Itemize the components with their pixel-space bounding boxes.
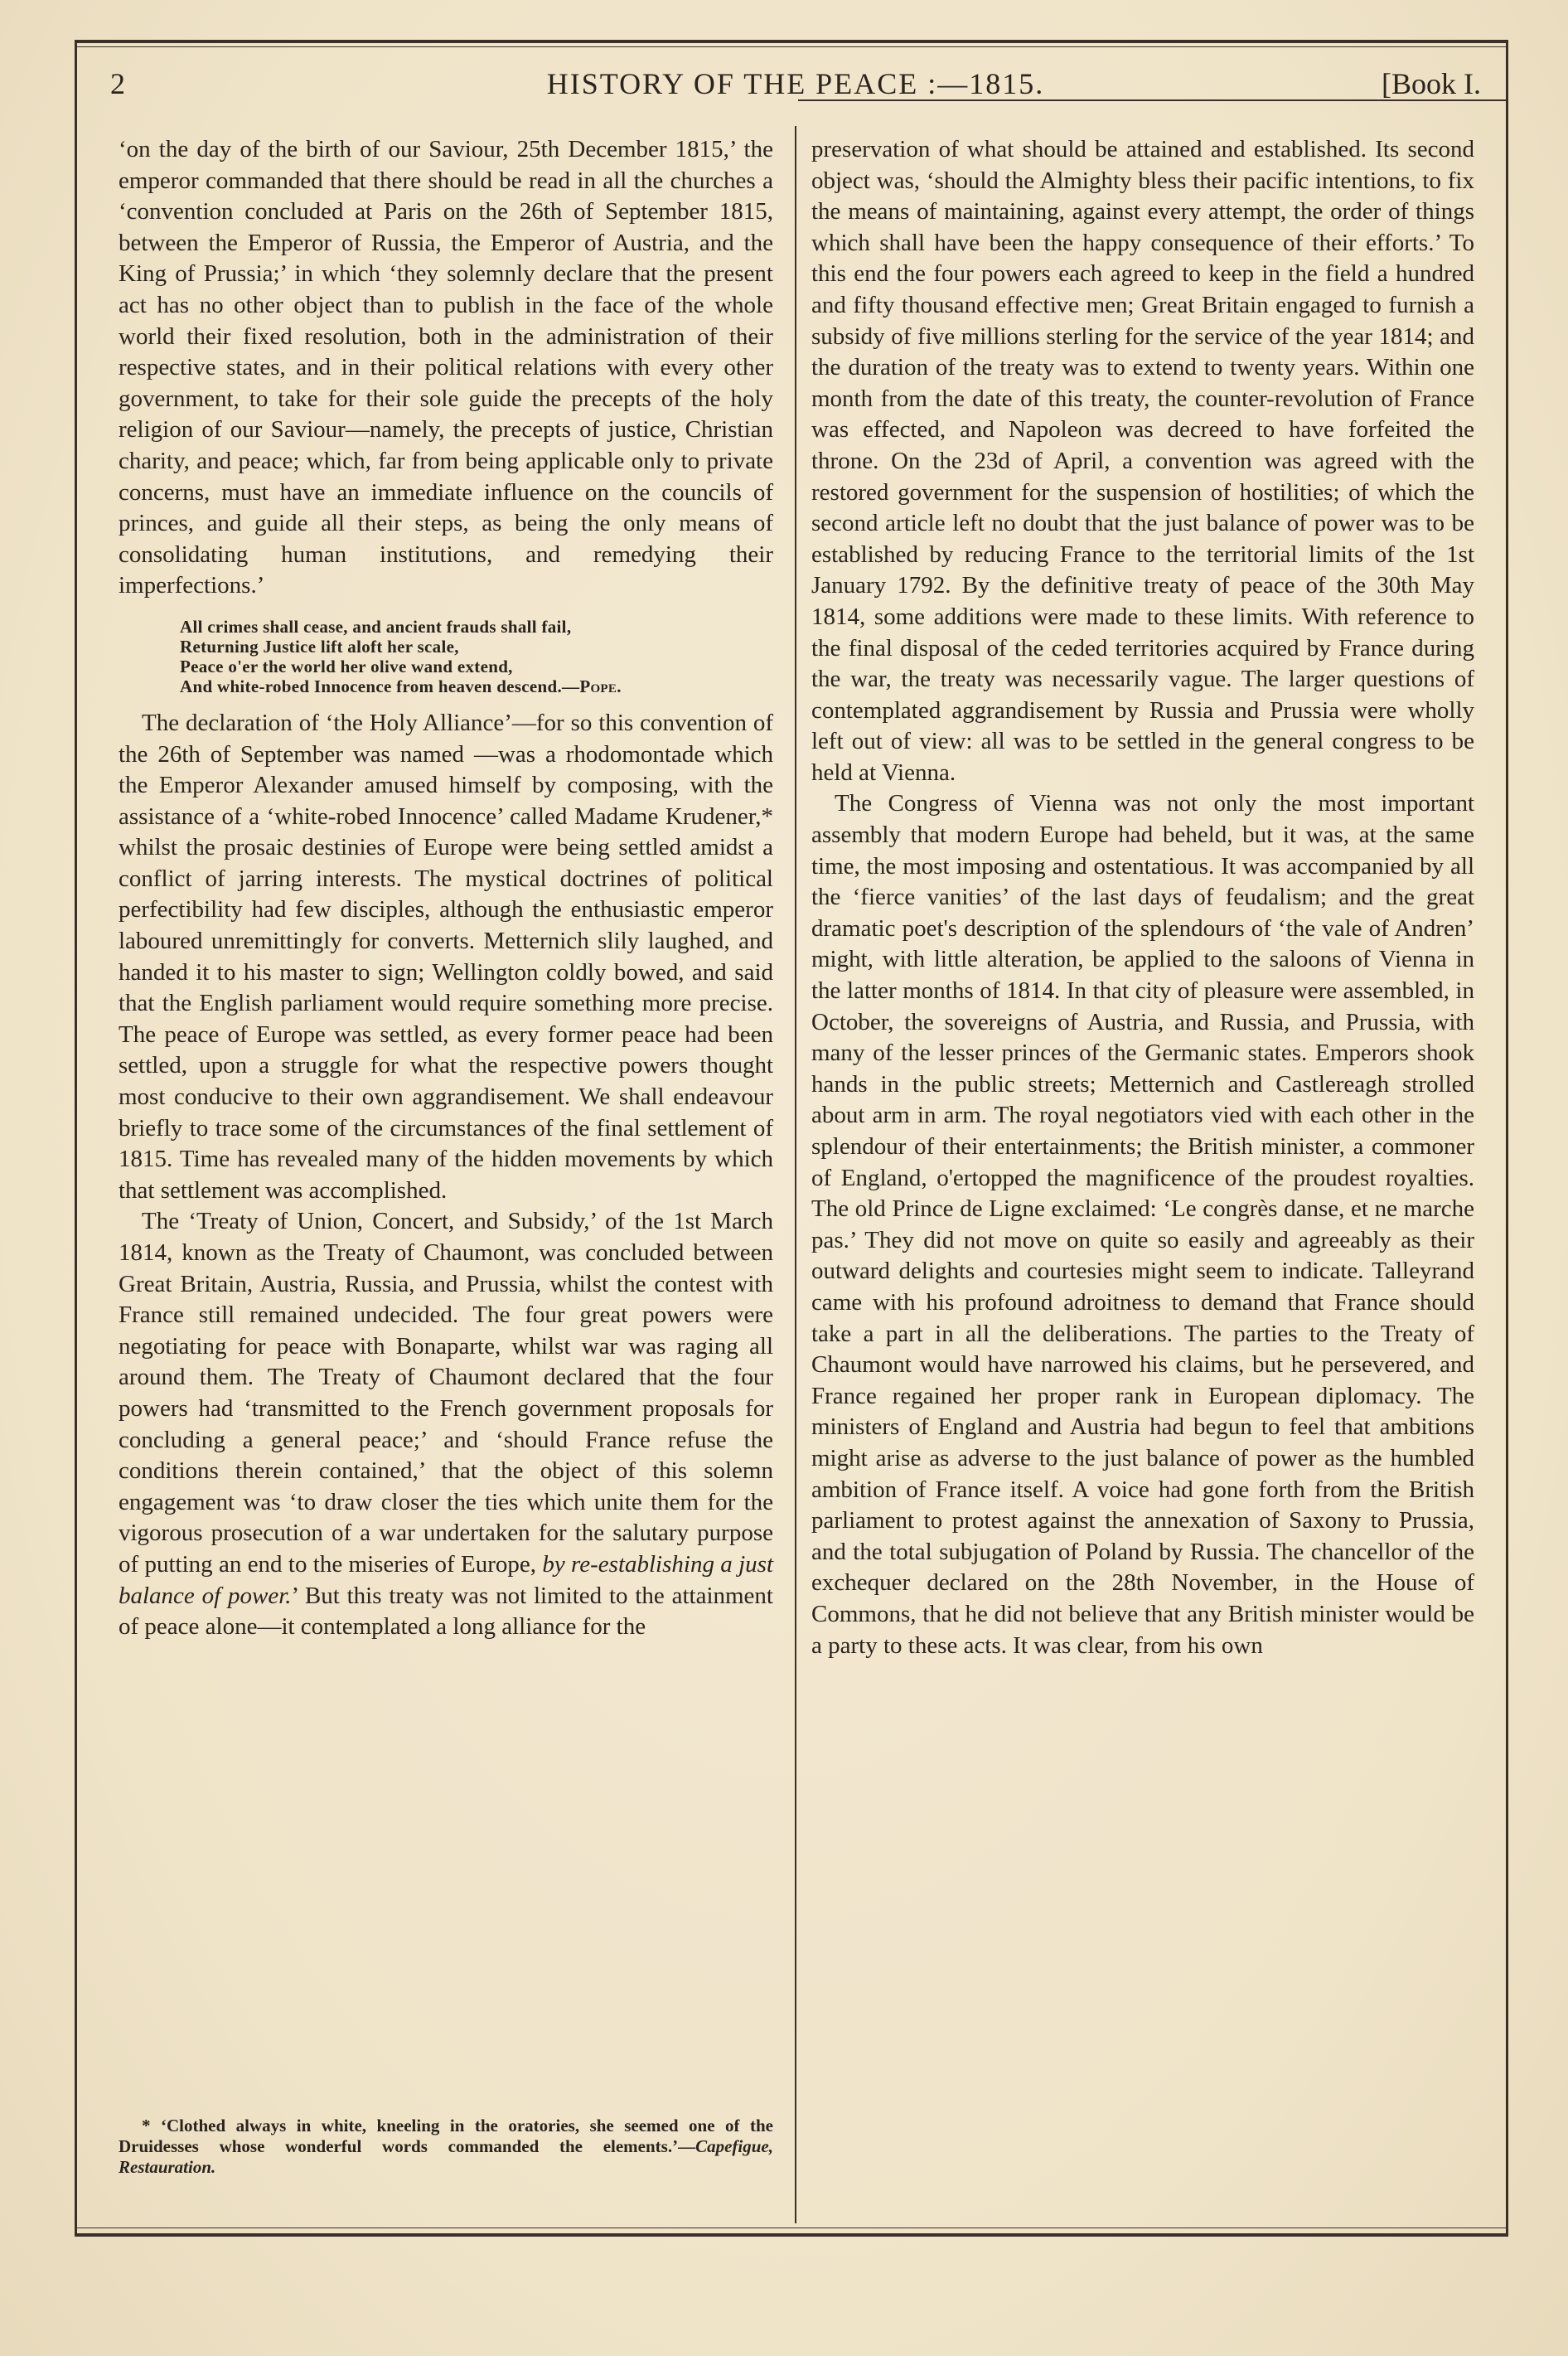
verse-line: Returning Justice lift aloft her scale,: [180, 636, 459, 657]
paragraph: [119, 1206, 773, 1642]
paragraph-text: ’ But this treaty was not limited to the attainment of peace alone—it contemplated a long alliance for the: [119, 1582, 773, 1641]
running-header: [110, 66, 1481, 124]
footnote-body: * ‘Clothed always in white, kneeling in the oratories, she seemed one of the Druidesses whose wonderful words commanded the elements.’—: [119, 2116, 773, 2156]
book-label: [Book I.: [1382, 67, 1481, 100]
verse-line: All crimes shall cease, and ancient frauds shall fail,: [180, 616, 572, 637]
left-column: [119, 134, 773, 1643]
verse-line-last: [180, 676, 773, 696]
footnote: [119, 2116, 773, 2178]
header-rule: [798, 99, 1506, 101]
running-title: HISTORY OF THE PEACE :—1815.: [546, 67, 1045, 100]
verse-author: Pope.: [579, 676, 622, 696]
verse-line: And white-robed Innocence from heaven descend.—: [180, 676, 580, 696]
footnote-source: Capefigue, Restauration.: [119, 2136, 773, 2177]
paragraph: preservation of what should be attained and established. Its second object was, ‘should the Almighty bless their pacific intentions, to fix the means of maintaining, against every attempt, the order of things which shall have been the happy consequence of their efforts.’ To this end the four powers each agreed to keep in the field a hundred and fifty thousand effective men; Great Britain engaged to furnish a subsidy of five millions sterling for the service of the year 1814; and the duration of the treaty was to extend to twenty years. Within one month from the date of this treaty, the counter-revolution of France was effected, and Napoleon was decreed to have forfeited the throne. On the 23d of April, a convention was agreed with the restored government for the suspension of hostilities; of which the second article left no doubt that the just balance of power was to be established by reducing France to the territorial limits of the 1st January 1792. By the definitive treaty of peace of the 30th May 1814, some additions were made to these limits. With reference to the final disposal of the ceded territories acquired by France during the war, the treaty was necessarily vague. The larger questions of contemplated aggrandisement by Russia and Prussia were wholly left out of view: all was to be settled in the general congress to be held at Vienna.: [811, 136, 1474, 786]
page-frame: [75, 40, 1508, 2237]
verse-line: Peace o'er the world her olive wand extend,: [180, 656, 513, 676]
paragraph: The Congress of Vienna was not only the most important assembly that modern Europe had beheld, but it was, at the same time, the most imposing and ostentatious. It was accompanied by all the ‘fierce vanities’ of the last days of feudalism; and the great dramatic poet's description of the splendours of ‘the vale of Andren’ might, with little alteration, be applied to the saloons of Vienna in the latter months of 1814. In that city of pleasure were assembled, in October, the sovereigns of Austria, and Russia, and Prussia, with many of the lesser princes of the Germanic states. Emperors shook hands in the public streets; Metternich and Castlereagh strolled about arm in arm. The royal negotiators vied with each other in the splendour of their entertainments; the British minister, a commoner of England, o'ertopped the magnificence of the proudest royalties. The old Prince de Ligne exclaimed: ‘Le congrès danse, et ne marche pas.’ They did not move on quite so easily and agreeably as their outward delights and courtesies might seem to indicate. Talleyrand came with his profound adroitness to demand that France should take a part in all the deliberations. The parties to the Treaty of Chaumont would have narrowed his claims, but he persevered, and France regained her proper rank in European diplomacy. The ministers of England and Austria had begun to feel that ambitions might arise as adverse to the just balance of power as the humbled ambition of France itself. A voice had gone forth from the British parliament to protest against the annexation of Saxony to Prussia, and the total subjugation of Poland by Russia. The chancellor of the exchequer declared on the 28th November, in the House of Commons, that he did not believe that any British minister would be a party to these acts. It was clear, from his own: [811, 790, 1474, 1659]
footnote-text: [119, 2116, 773, 2178]
paragraph: ‘on the day of the birth of our Saviour, 25th December 1815,’ the emperor commanded that there should be read in all the churches a ‘convention concluded at Paris on the 26th of September 1815, between the Emperor of Russia, the Emperor of Austria, and the King of Prussia;’ in which ‘they solemnly declare that the present act has no other object than to publish in the face of the whole world their fixed resolution, both in the administration of their respective states, and in their political relations with every other government, to take for their sole guide the precepts of the holy religion of our Saviour—namely, the precepts of justice, Christian charity, and peace; which, far from being applicable only to private concerns, must have an immediate influence on the councils of princes, and guide all their steps, as being the only means of consolidating human institutions, and remedying their imperfections.’: [119, 136, 773, 599]
column-divider: [795, 126, 796, 2223]
italic-phrase: by re-establishing a just balance of power.: [119, 1550, 774, 1609]
right-column: [811, 134, 1474, 1661]
verse-quotation: [180, 617, 773, 696]
paragraph: The declaration of ‘the Holy Alliance’—for so this convention of the 26th of September was named —was a rhodomontade which the Emperor Alexander amused himself by composing, with the assistance of a ‘white-robed Innocence’ called Madame Krudener,* whilst the prosaic destinies of Europe were being settled amidst a conflict of jarring interests. The mystical doctrines of political perfectibility had few disciples, although the enthusiastic emperor laboured unremittingly for converts. Metternich slily laughed, and handed it to his master to sign; Wellington coldly bowed, and said that the English parliament would require something more precise. The peace of Europe was settled, as every former peace had been settled, upon a struggle for what the respective powers thought most conducive to their own aggrandisement. We shall endeavour briefly to trace some of the circumstances of the final settlement of 1815. Time has revealed many of the hidden movements by which that settlement was accomplished.: [119, 709, 773, 1204]
paragraph-text: The ‘Treaty of Union, Concert, and Subsidy,’ of the 1st March 1814, known as the Treaty of Chaumont, was concluded between Great Britain, Austria, Russia, and Prussia, whilst the contest with France still remained undecided. The four great powers were negotiating for peace with Bonaparte, whilst war was raging all around them. The Treaty of Chaumont declared that the four powers had ‘transmitted to the French government proposals for concluding a general peace;’ and ‘should France refuse the conditions therein contained,’ that the object of this solemn engagement was ‘to draw closer the ties which unite them for the vigorous prosecution of a war undertaken for the salutary purpose of putting an end to the miseries of Europe,: [119, 1208, 773, 1578]
page-number: 2: [110, 67, 125, 100]
